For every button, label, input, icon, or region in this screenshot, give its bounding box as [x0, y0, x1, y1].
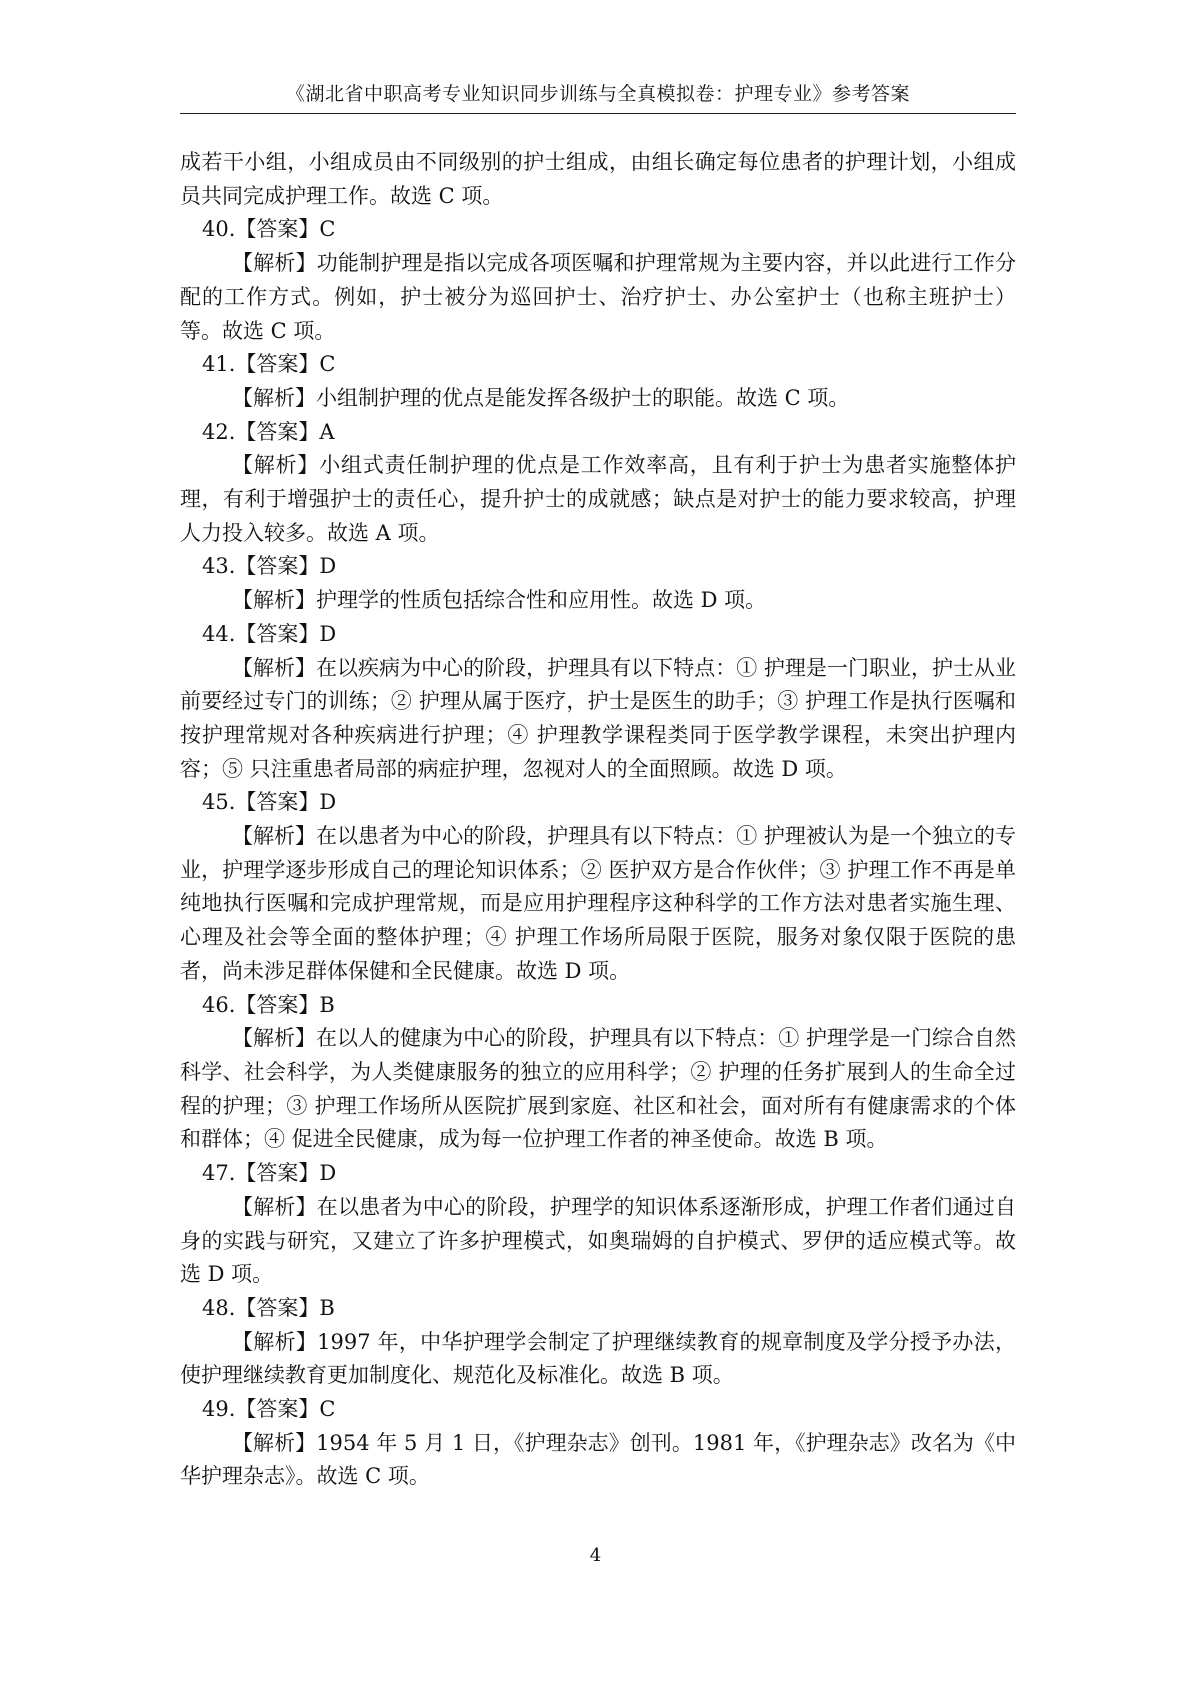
explanation-48: 【解析】1997 年，中华护理学会制定了护理继续教育的规章制度及学分授予办法，使护理继续教育更加制度化、规范化及标准化。故选 B 项。	[180, 1329, 1016, 1388]
answer-line-41: 41.【答案】C	[202, 352, 336, 377]
answer-line-48: 48.【答案】B	[202, 1295, 335, 1320]
explanation-46: 【解析】在以人的健康为中心的阶段，护理具有以下特点：① 护理学是一门综合自然科学、社会科学，为人类健康服务的独立的应用科学；② 护理的任务扩展到人的生命全过程的护理；③ 护理工作场所从医院扩展到家庭、社区和社会，面对所有有健康需求的个体和群体；④ 促进全民健康，成为每一位护理工作者的神圣使命。故选 B 项。	[180, 1026, 1016, 1152]
answer-line-43: 43.【答案】D	[202, 554, 337, 579]
continued-paragraph: 成若干小组，小组成员由不同级别的护士组成，由组长确定每位患者的护理计划，小组成员共同完成护理工作。故选 C 项。	[180, 150, 1016, 208]
page-number: 4	[589, 1545, 602, 1566]
explanation-47: 【解析】在以患者为中心的阶段，护理学的知识体系逐渐形成，护理工作者们通过自身的实践与研究，又建立了许多护理模式，如奥瑞姆的自护模式、罗伊的适应模式等。故选 D 项。	[180, 1194, 1016, 1287]
answer-line-46: 46.【答案】B	[202, 992, 335, 1017]
answer-line-42: 42.【答案】A	[202, 419, 335, 444]
explanation-43: 【解析】护理学的性质包括综合性和应用性。故选 D 项。	[232, 588, 767, 613]
answer-line-45: 45.【答案】D	[202, 790, 337, 815]
running-header: 《湖北省中职高考专业知识同步训练与全真模拟卷：护理专业》参考答案	[285, 83, 910, 105]
explanation-40: 【解析】功能制护理是指以完成各项医嘱和护理常规为主要内容，并以此进行工作分配的工作方式。例如，护士被分为巡回护士、治疗护士、办公室护士（也称主班护士）等。故选 C 项。	[180, 251, 1016, 343]
explanation-42: 【解析】小组式责任制护理的优点是工作效率高，且有利于护士为患者实施整体护理，有利于增强护士的责任心，提升护士的成就感；缺点是对护士的能力要求较高，护理人力投入较多。故选 A 项。	[180, 453, 1016, 545]
answer-line-49: 49.【答案】C	[202, 1397, 336, 1422]
answer-line-44: 44.【答案】D	[202, 621, 337, 646]
explanation-49: 【解析】1954 年 5 月 1 日，《护理杂志》创刊。1981 年，《护理杂志》改名为《中华护理杂志》。故选 C 项。	[180, 1430, 1016, 1489]
explanation-41: 【解析】小组制护理的优点是能发挥各级护士的职能。故选 C 项。	[232, 385, 850, 410]
answer-line-40: 40.【答案】C	[202, 217, 336, 242]
explanation-44: 【解析】在以疾病为中心的阶段，护理具有以下特点：① 护理是一门职业，护士从业前要经过专门的训练；② 护理从属于医疗，护士是医生的助手；③ 护理工作是执行医嘱和按护理常规对各种疾病进行护理；④ 护理教学课程类同于医学教学课程，未突出护理内容；⑤ 只注重患者局部的病症护理，忽视对人的全面照顾。故选 D 项。	[180, 655, 1016, 781]
answer-content	[180, 146, 1016, 1494]
explanation-45: 【解析】在以患者为中心的阶段，护理具有以下特点：① 护理被认为是一个独立的专业，护理学逐步形成自己的理论知识体系；② 医护双方是合作伙伴；③ 护理工作不再是单纯地执行医嘱和完成护理常规，而是应用护理程序这种科学的工作方法对患者实施生理、心理及社会等全面的整体护理；④ 护理工作场所局限于医院，服务对象仅限于医院的患者，尚未涉足群体保健和全民健康。故选 D 项。	[180, 824, 1016, 983]
header-divider	[180, 113, 1016, 114]
answer-line-47: 47.【答案】D	[202, 1161, 337, 1186]
